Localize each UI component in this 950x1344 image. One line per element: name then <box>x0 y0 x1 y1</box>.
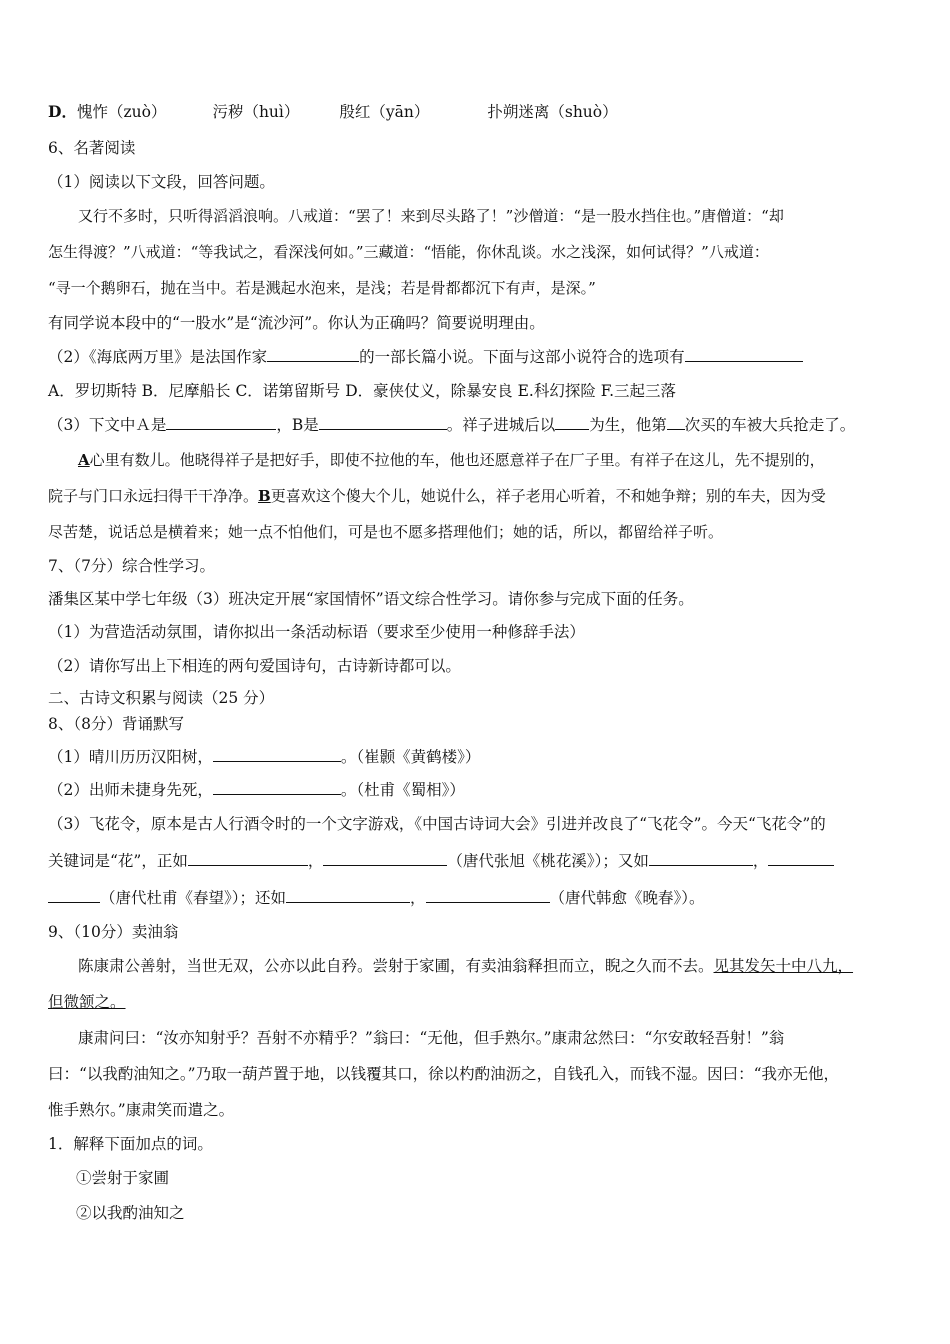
answer-blank[interactable] <box>48 888 100 903</box>
q8-part3-line-2 <box>48 851 834 871</box>
classical-text-line-1 <box>78 956 853 976</box>
q8-part3-text-d: ， <box>752 852 769 870</box>
answer-blank[interactable] <box>426 888 550 903</box>
q6-part3-text-e: 次买的车被大兵抢走了。 <box>684 416 856 434</box>
option-d-item-1: 愧怍（zuò） <box>76 103 167 121</box>
option-d-item-3: 殷红（yān） <box>339 103 430 121</box>
excerpt-line-2-text-a: 院子与门口永远扫得干干净净。 <box>48 487 259 505</box>
classical-text-line-3: 康肃问曰：“汝亦知射乎？吾射不亦精乎？”翁曰：“无他，但手熟尔。”康肃忿然曰：“尔安敢轻吾射！”翁 <box>78 1029 785 1047</box>
q6-part2-text-a: （2）《海底两万里》是法国作家 <box>48 348 268 366</box>
classical-text-line-2 <box>48 992 126 1012</box>
passage-line-3: “寻一个鹅卵石，抛在当中。若是溅起水泡来，是浅；若是骨都都沉下有声，是深。” <box>48 279 596 297</box>
option-d-label: D． <box>48 102 77 121</box>
answer-blank[interactable] <box>319 415 447 430</box>
q8-part3-line-1: （3）飞花令，原本是古人行酒令时的一个文字游戏，《中国古诗词大会》引进并改良了“飞花令”。今天“飞花令”的 <box>48 815 826 833</box>
passage-line-2: 怎生得渡？”八戒道：“等我试之，看深浅何如。”三藏道：“悟能，你休乱谈。水之浅深，如何试得？”八戒道： <box>48 243 769 261</box>
q9-sub1-prompt: 1．解释下面加点的词。 <box>48 1135 213 1153</box>
label-a: A <box>78 451 90 469</box>
q8-part3-text-e: （唐代杜甫《春望》）；还如 <box>100 889 287 907</box>
passage-line-1: 又行不多时，只听得滔滔浪响。八戒道：“罢了！来到尽头路了！”沙僧道：“是一股水挡住也。”唐僧道：“却 <box>78 207 784 225</box>
answer-blank[interactable] <box>768 851 834 866</box>
answer-blank[interactable] <box>213 747 341 762</box>
q8-part3-text-c: （唐代张旭《桃花溪》）；又如 <box>447 852 649 870</box>
question-8-heading: 8、（8分）背诵默写 <box>48 715 184 733</box>
question-6-heading: 6、名著阅读 <box>48 139 136 157</box>
q8-part3-text-f: ， <box>410 889 426 907</box>
q8-part1-text-a: （1）晴川历历汉阳树， <box>48 748 213 766</box>
excerpt-line-2-text-b: 更喜欢这个傻大个儿，她说什么，祥子老用心听着，不和她争辩；别的车夫，因为受 <box>270 487 826 505</box>
answer-blank[interactable] <box>685 347 803 362</box>
option-d-item-2: 污秽（huì） <box>212 103 300 121</box>
q6-part3-text-d: 为生，他第 <box>589 416 667 434</box>
answer-blank[interactable] <box>667 415 685 430</box>
q9-sub1-item-2: ②以我酌油知之 <box>76 1204 185 1222</box>
q6-part3-question <box>48 415 855 435</box>
answer-blank[interactable] <box>166 415 276 430</box>
classical-text-1a: 陈康肃公善射，当世无双，公亦以此自矜。尝射于家圃，有卖油翁释担而立，睨之久而不去。 <box>78 957 714 975</box>
label-b: B <box>258 487 271 505</box>
excerpt-line-3: 尽苦楚，说话总是横着来；她一点不怕他们，可是也不愿多搭理他们；她的话，所以，都留给祥子听。 <box>48 523 724 541</box>
q8-part2-text-b: 。（杜甫《蜀相》） <box>340 781 465 799</box>
answer-blank[interactable] <box>323 851 447 866</box>
q6-part1-question: 有同学说本段中的“一股水”是“流沙河”。你认为正确吗？简要说明理由。 <box>48 314 545 332</box>
answer-blank[interactable] <box>188 851 308 866</box>
excerpt-line-1 <box>78 450 825 470</box>
q8-part1-text-b: 。（崔颢《黄鹤楼》） <box>340 748 481 766</box>
section-2-heading: 二、古诗文积累与阅读（25 分） <box>48 689 275 707</box>
answer-blank[interactable] <box>555 415 589 430</box>
q8-part3-text-a: 关键词是“花”，正如 <box>48 852 188 870</box>
classical-text-line-4: 曰：“以我酌油知之。”乃取一葫芦置于地，以钱覆其口，徐以杓酌油沥之，自钱孔入，而钱不湿。因曰：“我亦无他， <box>48 1065 840 1083</box>
question-9-heading: 9、（10分）卖油翁 <box>48 923 179 941</box>
option-d-item-4: 扑朔迷离（shuò） <box>487 103 618 121</box>
q8-part3-text-b: ， <box>307 852 324 870</box>
q7-part1: （1）为营造活动氛围，请你拟出一条活动标语（要求至少使用一种修辞手法） <box>48 623 585 641</box>
q6-part2-options: A．罗切斯特 B．尼摩船长 C．诺第留斯号 D．豪侠仗义，除暴安良 E.科幻探险 F.三起三落 <box>48 382 677 400</box>
q6-part3-text-c: 。祥子进城后以 <box>446 416 556 434</box>
q6-part3-text-b: ，B是 <box>276 416 319 434</box>
classical-text-line-5: 惟手熟尔。”康肃笑而遣之。 <box>48 1101 235 1119</box>
underlined-sentence-cont: 但微颔之。 <box>48 993 126 1011</box>
answer-blank[interactable] <box>213 780 341 795</box>
q6-part3-text-a: （3）下文中Ａ是 <box>48 416 167 434</box>
q6-part1-prompt: （1）阅读以下文段，回答问题。 <box>48 173 275 191</box>
answer-blank[interactable] <box>286 888 410 903</box>
q8-part1 <box>48 747 480 767</box>
answer-blank[interactable] <box>267 347 359 362</box>
excerpt-line-1-text: 心里有数儿。他晓得祥子是把好手，即使不拉他的车，他也还愿意祥子在厂子里。有祥子在这儿，先不提别的， <box>89 451 825 469</box>
q8-part2-text-a: （2）出师未捷身先死， <box>48 781 213 799</box>
q8-part3-line-3 <box>48 888 705 908</box>
q8-part2 <box>48 780 465 800</box>
q9-sub1-item-1: ①尝射于家圃 <box>76 1169 170 1187</box>
q7-part2: （2）请你写出上下相连的两句爱国诗句，古诗新诗都可以。 <box>48 657 461 675</box>
q6-part2-question <box>48 347 803 367</box>
question-7-heading: 7、（7分）综合性学习。 <box>48 557 215 575</box>
answer-blank[interactable] <box>649 851 753 866</box>
q7-intro: 潘集区某中学七年级（3）班决定开展“家国情怀”语文综合性学习。请你参与完成下面的任务。 <box>48 590 694 608</box>
excerpt-line-2 <box>48 486 826 506</box>
q6-part2-text-b: 的一部长篇小说。下面与这部小说符合的选项有 <box>359 348 685 366</box>
option-d-line <box>48 102 618 122</box>
q8-part3-text-g: （唐代韩愈《晚春》）。 <box>549 889 705 907</box>
underlined-sentence: 见其发矢十中八九， <box>713 957 854 975</box>
